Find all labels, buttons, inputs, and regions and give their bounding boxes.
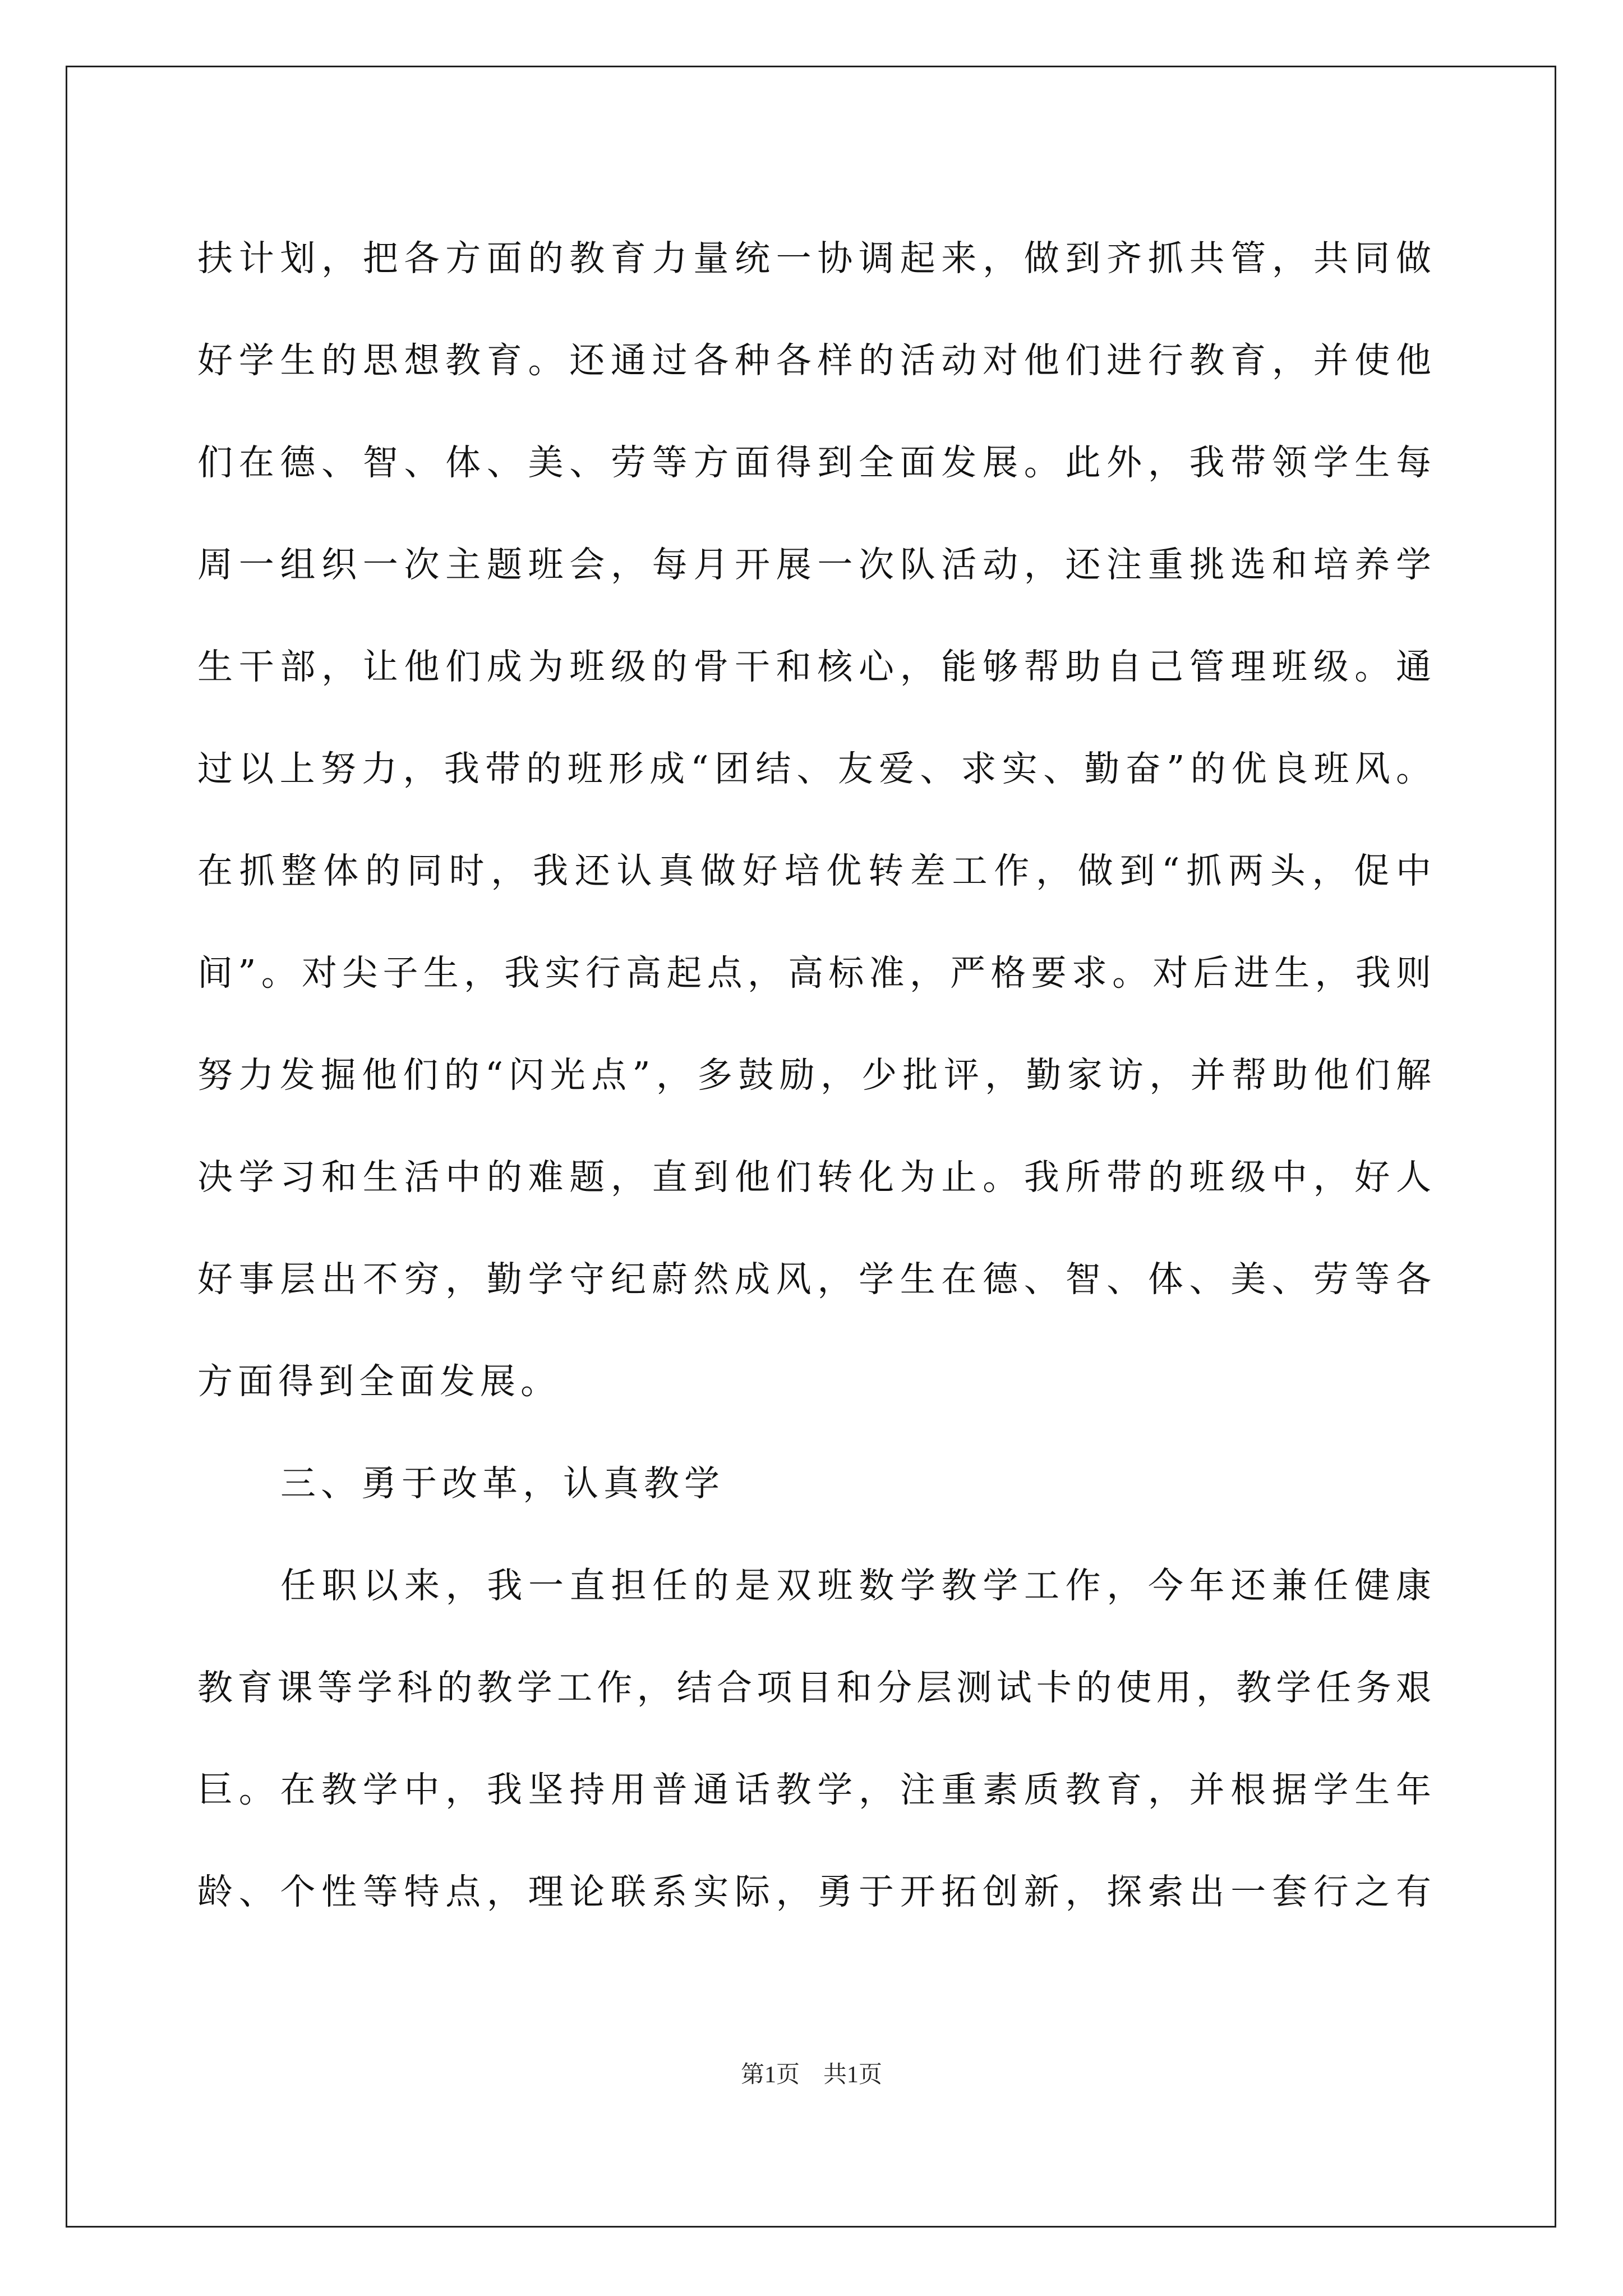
text-line: 好学生的思想教育。还通过各种各样的活动对他们进行教育，并使他 — [197, 340, 1431, 381]
text-line: 间”。对尖子生，我实行高起点，高标准，严格要求。对后进生，我则 — [197, 953, 1431, 993]
text-line: 们在德、智、体、美、劳等方面得到全面发展。此外，我带领学生每 — [197, 442, 1431, 483]
text-line: 巨。在教学中，我坚持用普通话教学，注重素质教育，并根据学生年 — [197, 1769, 1431, 1810]
text-line: 好事层出不穷，勤学守纪蔚然成风，学生在德、智、体、美、劳等各 — [197, 1259, 1431, 1300]
page-footer: 第1页 共1页 — [740, 2062, 882, 2088]
text-line: 教育课等学科的教学工作，结合项目和分层测试卡的使用，教学任务艰 — [197, 1667, 1431, 1708]
text-line: 任职以来，我一直担任的是双班数学教学工作，今年还兼任健康 — [280, 1565, 1431, 1606]
text-line: 过以上努力，我带的班形成“团结、友爱、求实、勤奋”的优良班风。 — [197, 748, 1431, 789]
section-heading: 三、勇于改革，认真教学 — [280, 1463, 725, 1504]
text-line: 生干部，让他们成为班级的骨干和核心，能够帮助自己管理班级。通 — [197, 646, 1431, 687]
text-line: 周一组织一次主题班会，每月开展一次队活动，还注重挑选和培养学 — [197, 544, 1431, 585]
text-line: 方面得到全面发展。 — [197, 1361, 561, 1402]
text-line: 扶计划，把各方面的教育力量统一协调起来，做到齐抓共管，共同做 — [197, 238, 1431, 279]
text-line: 在抓整体的同时，我还认真做好培优转差工作，做到“抓两头，促中 — [197, 850, 1431, 891]
text-line: 决学习和生活中的难题，直到他们转化为止。我所带的班级中，好人 — [197, 1157, 1431, 1198]
text-line: 努力发掘他们的“闪光点”，多鼓励，少批评，勤家访，并帮助他们解 — [197, 1055, 1431, 1096]
text-line: 龄、个性等特点，理论联系实际，勇于开拓创新，探索出一套行之有 — [197, 1871, 1431, 1912]
document-body — [197, 208, 1431, 1943]
